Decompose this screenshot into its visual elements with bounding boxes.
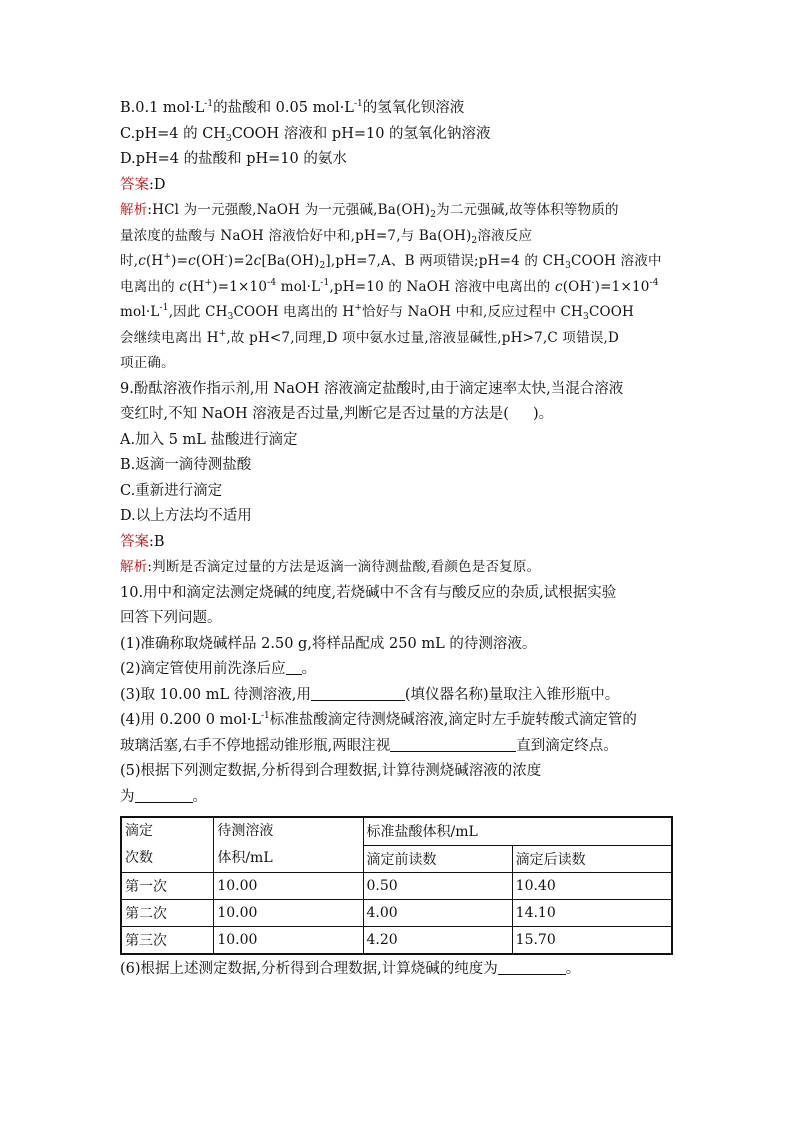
q10-part-2: (2)滴定管使用前洗涤后应 。 [120, 661, 317, 677]
answer-blank[interactable] [311, 685, 405, 701]
q9-option-d: D.以上方法均不适用 [120, 508, 252, 524]
answer-blank[interactable] [390, 736, 516, 752]
answer-blank[interactable] [286, 659, 302, 675]
q9-answer: 答案:B [120, 533, 165, 550]
header-standard-acid: 标准盐酸体积/mL [363, 817, 672, 845]
cell-after: 10.40 [512, 873, 672, 900]
q8-analysis-line-7: 项正确。 [120, 355, 175, 371]
q8-option-d: D.pH=4 的盐酸和 pH=10 的氨水 [120, 151, 347, 167]
table-header-row [121, 817, 672, 845]
header-trial: 滴定 次数 [121, 817, 214, 873]
table-row [121, 900, 672, 927]
header-after-reading: 滴定后读数 [512, 845, 672, 873]
q10-part-1: (1)准确称取烧碱样品 2.50 g,将样品配成 250 mL 的待测溶液。 [120, 635, 537, 652]
cell-trial: 第二次 [121, 900, 214, 927]
header-volume: 待测溶液 体积/mL [214, 817, 363, 873]
cell-volume: 10.00 [214, 927, 363, 955]
cell-volume: 10.00 [214, 900, 363, 927]
cell-before: 4.00 [363, 900, 512, 927]
q10-part-5-line-1: (5)根据下列测定数据,分析得到合理数据,计算待测烧碱溶液的浓度 [120, 763, 542, 779]
answer-blank[interactable] [135, 787, 193, 803]
q8-analysis-line-1: 解析:HCl 为一元强酸,NaOH 为一元强碱$,Ba(OH)_2$为二元强碱,故等体积等物质的 [120, 202, 619, 220]
q8-analysis-line-5: $mol\cdot L^{-1}$,因此 $CH_3COOH$ 电离出的 H+恰好与 NaOH 中和,反应过程中 $CH_3COOH$ [120, 303, 635, 322]
header-before-reading: 滴定前读数 [363, 845, 512, 873]
q8-analysis-line-2: 量浓度的盐酸与 NaOH 溶液恰好中和,pH=7,与 $Ba(OH)_2$溶液反应 [120, 227, 533, 246]
cell-volume: 10.00 [214, 873, 363, 900]
titration-data-table [120, 816, 673, 955]
q9-stem-line-1: 9.酚酞溶液作指示剂,用 NaOH 溶液滴定盐酸时,由于滴定速率太快,当混合溶液 [120, 380, 624, 397]
q10-part-6: (6)根据上述测定数据,分析得到合理数据,计算烧碱的纯度为 。 [120, 961, 581, 977]
q8-analysis-line-3: 时$,c(H^+)=c(OH^-)=2c[Ba(OH)_2],pH=7,A$、B 两项错误;pH=4 的 $CH_3COOH$ 溶液中 [120, 252, 662, 271]
cell-trial: 第三次 [121, 927, 214, 955]
q8-option-b: B.0.1 $mol\cdot L^{-1}$的盐酸和 0.05 $mol\cdot L^{-1}$的氢氧化钡溶液 [120, 99, 465, 116]
q10-part-3: (3)取 10.00 mL 待测溶液,用 (填仪器名称)量取注入锥形瓶中。 [120, 686, 620, 703]
cell-before: 4.20 [363, 927, 512, 955]
table-row [121, 927, 672, 955]
q10-part-4-line-1: (4)用 0.200 0 $mol\cdot L^{-1}$标准盐酸滴定待测烧碱溶液,滴定时左手旋转酸式滴定管的 [120, 711, 637, 728]
q9-analysis: 解析:判断是否滴定过量的方法是返滴一滴待测盐酸,看颜色是否复原。 [120, 559, 541, 575]
q9-option-b: B.返滴一滴待测盐酸 [120, 457, 252, 473]
q8-answer: 答案:D [120, 176, 166, 193]
q8-analysis-line-4: 电离出的 $c(H^+)=1\times 10^{-4}$ $mol\cdot L^{-1},pH=10$ 的 NaOH 溶液中电离出的 $c(OH^-)=1\times 10^{-4}$ [120, 277, 659, 295]
q9-option-c: C.重新进行滴定 [120, 482, 223, 499]
answer-blank[interactable] [498, 959, 566, 975]
q10-stem-line-1: 10.用中和滴定法测定烧碱的纯度,若烧碱中不含有与酸反应的杂质,试根据实验 [120, 584, 617, 601]
q8-option-c: C.pH=4 的 $CH_3COOH$ 溶液和 pH=10 的氢氧化钠溶液 [120, 125, 491, 144]
cell-after: 14.10 [512, 900, 672, 927]
q9-option-a: A.加入 5 mL 盐酸进行滴定 [120, 431, 298, 448]
q8-analysis-line-6: 会继续电离出 H+,故 pH<7,同理,D 项中氨水过量,溶液显碱性,pH>7,C 项错误,D [120, 328, 620, 346]
q10-part-4-line-2: 玻璃活塞,右手不停地摇动锥形瓶,两眼注视 直到滴定终点。 [120, 737, 618, 754]
q10-part-5-line-2: 为 。 [120, 788, 207, 805]
cell-trial: 第一次 [121, 873, 214, 900]
table-row [121, 873, 672, 900]
cell-after: 15.70 [512, 927, 672, 955]
q10-stem-line-2: 回答下列问题。 [120, 610, 222, 626]
worksheet-page [120, 96, 680, 983]
q9-stem-line-2: 变红时,不知 NaOH 溶液是否过量,判断它是否过量的方法是( )。 [120, 406, 554, 422]
cell-before: 0.50 [363, 873, 512, 900]
